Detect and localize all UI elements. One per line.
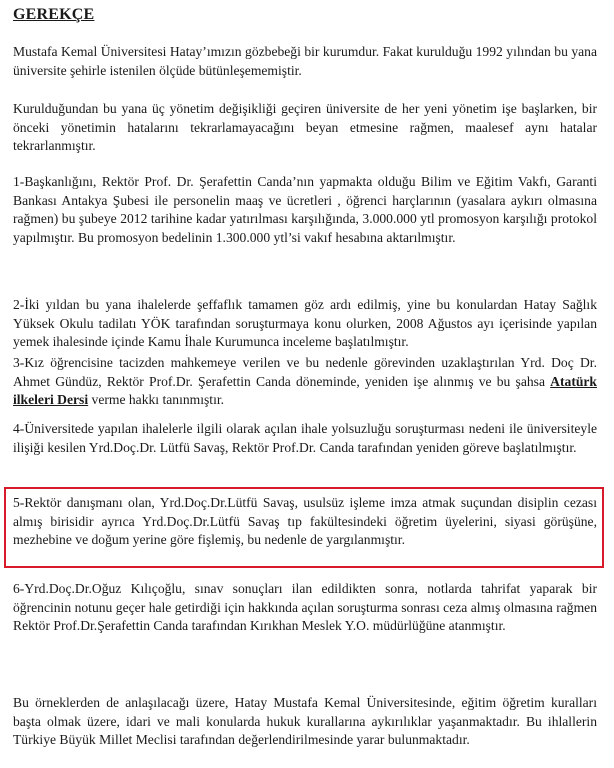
paragraph-item-5: 5-Rektör danışmanı olan, Yrd.Doç.Dr.Lütfü Savaş, usulsüz işleme imza atmak suçundan disiplin cezası almış birisidir ayrıca Yrd.Doç.Dr.Lütfü Savaş tıp fakültesindeki öğretim üyelerini, siyasi görüşüne, mezhebine ve doğum yerine göre fişlemiş, bu nedenle de yargılanmıştır. [13,495,597,548]
paragraph-item-3 [13,354,597,410]
paragraph-item-6: 6-Yrd.Doç.Dr.Oğuz Kılıçoğlu, sınav sonuçları ilan edildikten sonra, notlarda tahrifat yaparak bir öğrencinin notunu geçer hale getirdiği için hakkında açılan soruşturma sonrası ceza almış olmasına rağmen Rektör Prof.Dr.Şerafettin Canda tarafından Kırıkhan Meslek Y.O. müdürlüğüne atanmıştır. [13,581,597,634]
emphasized-course-name: Atatürk ilkeleri Dersi [13,373,597,408]
paragraph-conclusion: Bu örneklerden de anlaşılacağı üzere, Hatay Mustafa Kemal Üniversitesinde, eğitim öğretim kuralları başta olmak üzere, idari ve mali konularda hukuk kurallarına aykırılıklar yaşanmaktadır. Bu ihlallerin Türkiye Büyük Millet Meclisi tarafından değerlendirilmesinde yarar bulunmaktadır. [13,695,597,748]
paragraph-management: Kurulduğundan bu yana üç yönetim değişikliği geçiren üniversite de her yeni yönetim işe başlarken, bir önceki yönetimin hatalarını tekrarlamayacağını beyan etmesine rağmen, maalesef aynı hatalar tekrarlanmıştır. [13,101,597,154]
paragraph-intro: Mustafa Kemal Üniversitesi Hatay’ımızın gözbebeği bir kurumdur. Fakat kurulduğu 1992 yılından bu yana üniversite şehirle istenilen ölçüde bütünleşememiştir. [13,44,597,78]
paragraph-item-1: 1-Başkanlığını, Rektör Prof. Dr. Şerafettin Canda’nın yapmakta olduğu Bilim ve Eğitim Vakfı, Garanti Bankası Antakya Şubesi ile personelin maaş ve ücretleri , öğrenci harçlarının (yasalara aykırı olmasına rağmen) bu şubeye 2012 tarihine kadar yatırılması karşılığında, 3.000.000 ytl promosyon karşılığı protokol yapılmıştır. Bu promosyon bedelinin 1.300.000 ytl’si vakıf hesabına aktarılmıştır. [13,174,597,245]
paragraph-item-4: 4-Üniversitede yapılan ihalelerle ilgili olarak açılan ihale yolsuzluğu soruşturması nedeni ile üniversiteyle ilişiği kesilen Yrd.Doç.Dr. Lütfü Savaş, Rektör Prof.Dr. Canda tarafından yeniden göreve başlatılmıştır. [13,421,597,455]
paragraph-item-2: 2-İki yıldan bu yana ihalelerde şeffaflık tamamen göz ardı edilmiş, yine bu konulardan Hatay Sağlık Yüksek Okulu tadilatı YÖK tarafından soruşturmaya konu olurken, 2008 Ağustos ayı içerisinde yapılan yemek ihalesinde içinde Kamu İhale Kurumunca inceleme başlatılmıştır. [13,297,597,350]
document-title: GEREKÇE [13,6,95,23]
paragraph-item-3-tail: verme hakkı tanınmıştır. [88,392,225,408]
paragraph-item-3-text: 3-Kız öğrencisine tacizden mahkemeye verilen ve bu nedenle görevinden uzaklaştırılan Yrd. Doç Dr. Ahmet Gündüz, Rektör Prof.Dr. Şerafettin Canda döneminde, yeniden işe alınmış ve bu şahsa [13,355,597,389]
